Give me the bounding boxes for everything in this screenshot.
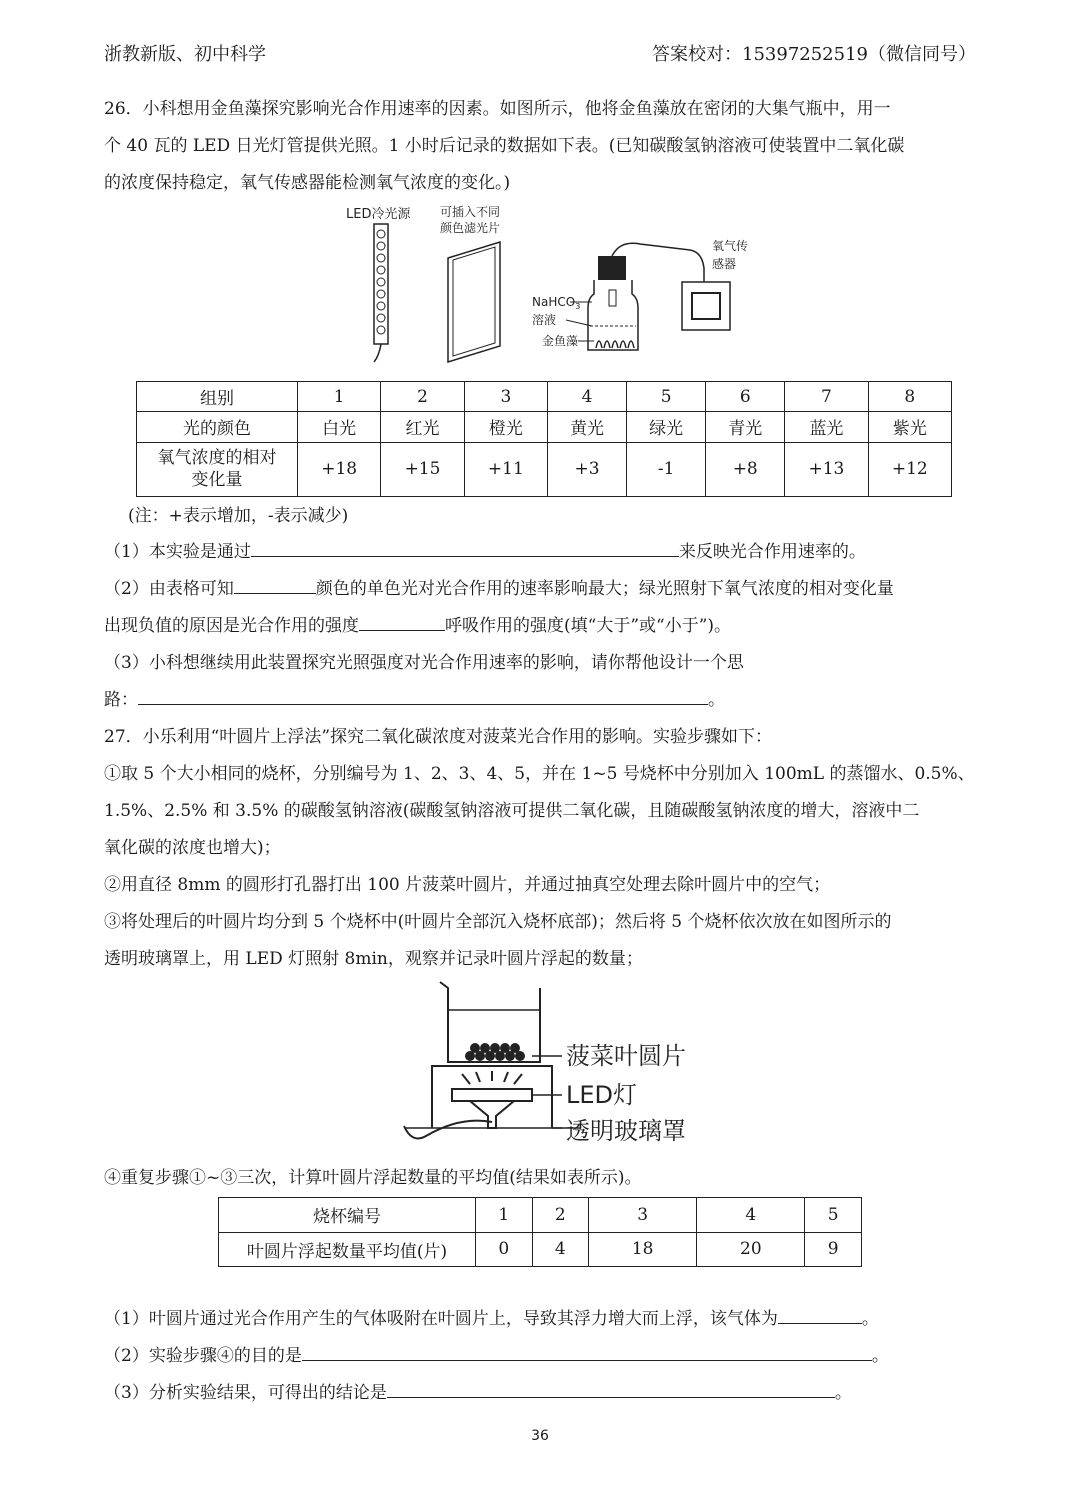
row-header-group: 组别 [137,382,298,412]
answer-blank[interactable] [138,688,708,705]
q26-subquestion-2-continued: 出现负值的原因是光合作用的强度 呼吸作用的强度(填“大于”或“小于”)。 [104,616,732,636]
q27-data-table [218,1197,862,1267]
q27-step1-line-3: 氧化碳的浓度也增大)； [104,838,281,858]
q27-subquestion-1: （1）叶圆片通过光合作用产生的气体吸附在叶圆片上，导致其浮力增大而上浮，该气体为 。 [104,1309,879,1329]
beaker-cell: 3 [589,1198,697,1233]
change-cell: +13 [785,442,868,497]
led-lamp-label: LED灯 [566,1081,638,1109]
q27-step3-line-2: 透明玻璃罩上，用 LED 灯照射 8min，观察并记录叶圆片浮起的数量； [104,949,643,969]
q26-apparatus-figure [330,198,770,373]
q27-step3-line-1: ③将处理后的叶圆片均分到 5 个烧杯中(叶圆片全部沉入烧杯底部)；然后将 5 个烧杯依次放在如图所示的 [104,912,892,932]
answer-blank[interactable] [387,1381,835,1398]
oxygen-sensor-label-2: 感器 [712,257,737,271]
q27-subquestion-3: （3）分析实验结果，可得出的结论是 。 [104,1383,852,1403]
change-cell: +11 [464,442,547,497]
q26-subquestion-3-continued: 路： 。 [104,690,725,710]
color-cell: 紫光 [868,412,951,442]
color-cell: 青光 [706,412,785,442]
q27-step4: ④重复步骤①~③三次，计算叶圆片浮起数量的平均值(结果如表所示)。 [104,1168,642,1188]
row-header-beaker: 烧杯编号 [219,1198,476,1233]
table-row [219,1198,862,1233]
q27-step2: ②用直径 8mm 的圆形打孔器打出 100 片菠菜叶圆片，并通过抽真空处理去除叶圆片中的空气； [104,875,831,895]
color-cell: 红光 [381,412,464,442]
answer-blank[interactable] [251,540,679,557]
answer-blank[interactable] [302,1344,872,1361]
leaf-discs [465,1043,525,1061]
average-cell: 9 [805,1232,862,1267]
answer-blank[interactable] [359,614,445,631]
change-cell: +8 [706,442,785,497]
q26-table-note: (注：+表示增加，-表示减少) [128,506,349,526]
q27-apparatus-figure [400,976,720,1148]
color-cell: 绿光 [627,412,706,442]
color-cell: 黄光 [548,412,627,442]
q27-subquestion-2: （2）实验步骤④的目的是 。 [104,1346,889,1366]
change-cell: +12 [868,442,951,497]
plant-label: 金鱼藻 [542,334,579,348]
header-right: 答案校对：15397252519（微信同号） [652,44,976,65]
group-cell: 7 [785,382,868,412]
group-cell: 2 [381,382,464,412]
q26-data-table [136,381,952,497]
q27-intro: 27．小乐利用“叶圆片上浮法”探究二氧化碳浓度对菠菜光合作用的影响。实验步骤如下： [104,727,773,747]
filter-label-1: 可插入不同 [440,205,501,219]
average-cell: 4 [532,1232,589,1267]
average-cell: 18 [589,1232,697,1267]
beaker-cell: 2 [532,1198,589,1233]
table-row [219,1232,862,1267]
beaker-cell: 5 [805,1198,862,1233]
nahco3-label: NaHCO$_3$ [532,295,581,311]
beaker-cell: 4 [697,1198,805,1233]
q26-subquestion-3: （3）小科想继续用此装置探究光照强度对光合作用速率的影响，请你帮他设计一个思 [104,653,744,673]
group-cell: 1 [298,382,381,412]
oxygen-sensor-label-1: 氧气传 [712,239,749,253]
q27-step1-line-1: ①取 5 个大小相同的烧杯，分别编号为 1、2、3、4、5，并在 1~5 号烧杯中分别加入 100mL 的蒸馏水、0.5%、 [104,764,975,784]
table-row [137,442,952,497]
answer-blank[interactable] [778,1307,862,1324]
group-cell: 3 [464,382,547,412]
filter-label-2: 颜色滤光片 [440,221,501,235]
color-cell: 白光 [298,412,381,442]
q26-subquestion-1: （1）本实验是通过 来反映光合作用速率的。 [104,542,866,562]
row-header-color: 光的颜色 [137,412,298,442]
q26-subquestion-2: （2）由表格可知 颜色的单色光对光合作用的速率影响最大；绿光照射下氧气浓度的相对变化量 [104,579,894,599]
gas-collection-bottle [588,256,638,350]
row-header-average: 叶圆片浮起数量平均值(片) [219,1232,476,1267]
leaf-disc-label: 菠菜叶圆片 [566,1042,686,1070]
glass-cover-label: 透明玻璃罩 [566,1117,686,1145]
group-cell: 6 [706,382,785,412]
beaker [440,982,540,1062]
q26-intro-line-1: 26．小科想用金鱼藻探究影响光合作用速率的因素。如图所示，他将金鱼藻放在密闭的大集气瓶中，用一 [104,99,891,119]
color-filter-panel [448,242,500,362]
table-row [137,382,952,412]
q26-intro-line-2: 个 40 瓦的 LED 日光灯管提供光照。1 小时后记录的数据如下表。(已知碳酸氢钠溶液可使装置中二氧化碳 [104,136,905,156]
change-cell: +18 [298,442,381,497]
group-cell: 8 [868,382,951,412]
oxygen-sensor-box [682,282,730,330]
change-cell: +15 [381,442,464,497]
group-cell: 5 [627,382,706,412]
answer-blank[interactable] [234,577,316,594]
led-light-strip [374,224,388,362]
table-row [137,412,952,442]
q26-intro-line-3: 的浓度保持稳定，氧气传感器能检测氧气浓度的变化。) [104,173,511,193]
row-header-oxygen-change: 氧气浓度的相对 变化量 [137,442,298,497]
beaker-cell: 1 [476,1198,533,1233]
average-cell: 0 [476,1232,533,1267]
page-number: 36 [531,1428,549,1444]
change-cell: -1 [627,442,706,497]
solution-label: 溶液 [532,313,557,327]
header-left: 浙教新版、初中科学 [104,44,266,65]
change-cell: +3 [548,442,627,497]
average-cell: 20 [697,1232,805,1267]
color-cell: 橙光 [464,412,547,442]
color-cell: 蓝光 [785,412,868,442]
q27-step1-line-2: 1.5%、2.5% 和 3.5% 的碳酸氢钠溶液(碳酸氢钠溶液可提供二氧化碳，且随碳酸氢钠浓度的增大，溶液中二 [104,801,920,821]
group-cell: 4 [548,382,627,412]
led-light-label: LED冷光源 [346,207,411,222]
